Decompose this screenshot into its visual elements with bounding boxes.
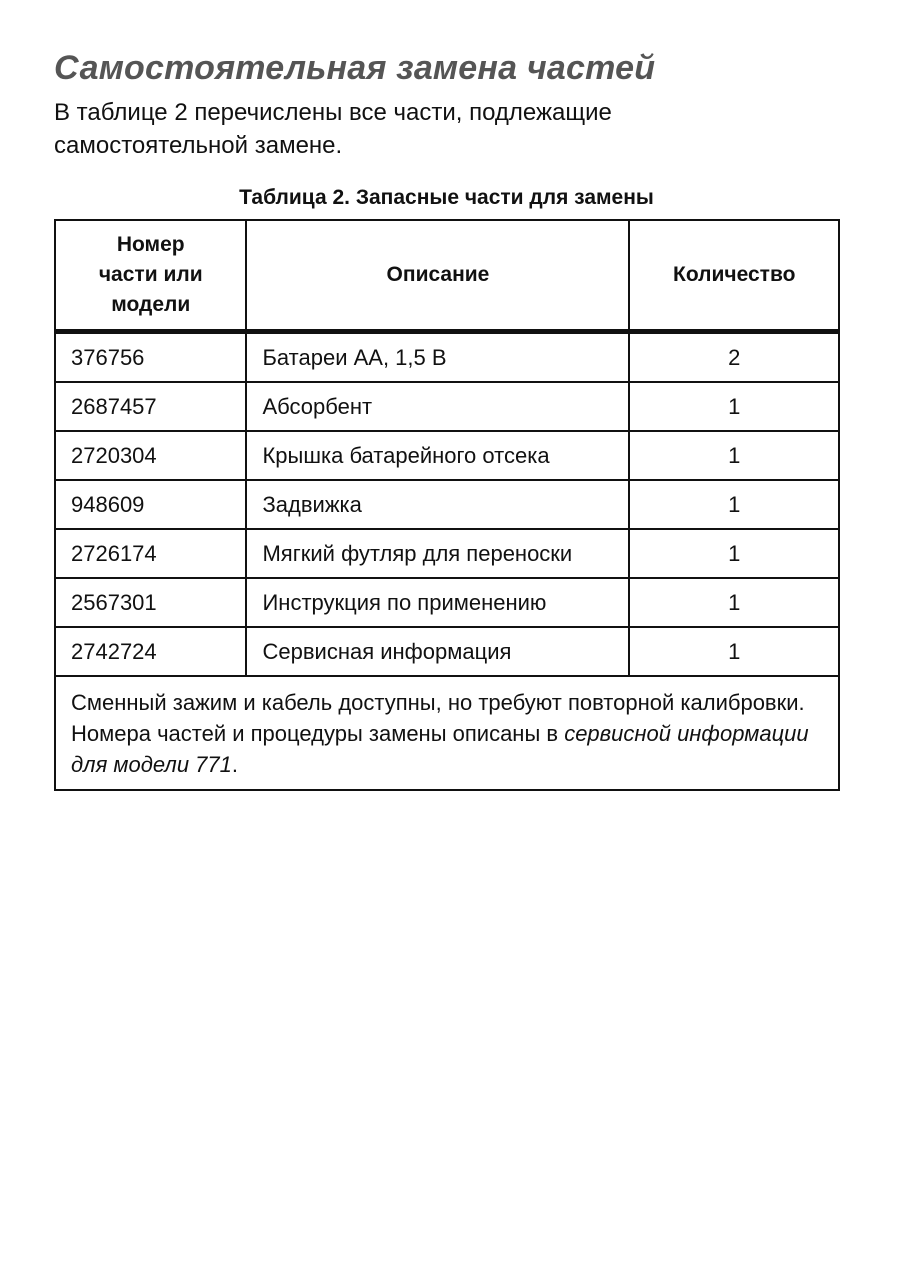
- table-caption: Таблица 2. Запасные части для замены: [239, 186, 654, 209]
- description-cell: Сервисная информация: [246, 627, 629, 676]
- description-cell: Задвижка: [246, 480, 629, 529]
- part-number-cell: 2687457: [55, 382, 246, 431]
- note-end: .: [231, 752, 238, 777]
- table-row: [55, 332, 839, 383]
- table-row: [55, 578, 839, 627]
- table-row: [55, 480, 839, 529]
- table-note: [55, 676, 839, 790]
- header-description: Описание: [246, 220, 629, 332]
- quantity-cell: 1: [629, 627, 839, 676]
- table-row: [55, 627, 839, 676]
- table-row: [55, 529, 839, 578]
- note-reference: сервисной информации для модели 771: [71, 721, 809, 777]
- description-cell: Инструкция по применению: [246, 578, 629, 627]
- description-cell: Крышка батарейного отсека: [246, 431, 629, 480]
- header-part-number-label: Номер части или модели: [98, 233, 203, 316]
- quantity-cell: 2: [629, 332, 839, 383]
- part-number-cell: 2742724: [55, 627, 246, 676]
- quantity-cell: 1: [629, 431, 839, 480]
- quantity-cell: 1: [629, 480, 839, 529]
- intro-paragraph: В таблице 2 перечислены все части, подлежащие самостоятельной замене.: [54, 99, 612, 159]
- part-number-cell: 948609: [55, 480, 246, 529]
- table-header: [55, 220, 839, 332]
- parts-table: [54, 219, 840, 791]
- description-cell: Мягкий футляр для переноски: [246, 529, 629, 578]
- section-title: Самостоятельная замена частей: [54, 49, 656, 87]
- table-row: [55, 382, 839, 431]
- document-page: [54, 42, 844, 791]
- table-note-row: [55, 676, 839, 790]
- quantity-cell: 1: [629, 578, 839, 627]
- table-row: [55, 431, 839, 480]
- description-cell: Абсорбент: [246, 382, 629, 431]
- description-cell: Батареи АА, 1,5 В: [246, 332, 629, 383]
- table-body: [55, 332, 839, 791]
- note-text: Сменный зажим и кабель доступны, но требуют повторной калибровки. Номера частей и процедуры замены описаны в: [71, 690, 805, 746]
- part-number-cell: 2567301: [55, 578, 246, 627]
- quantity-cell: 1: [629, 529, 839, 578]
- part-number-cell: 376756: [55, 332, 246, 383]
- part-number-cell: 2726174: [55, 529, 246, 578]
- header-quantity: Количество: [629, 220, 839, 332]
- header-part-number: [55, 220, 246, 332]
- quantity-cell: 1: [629, 382, 839, 431]
- part-number-cell: 2720304: [55, 431, 246, 480]
